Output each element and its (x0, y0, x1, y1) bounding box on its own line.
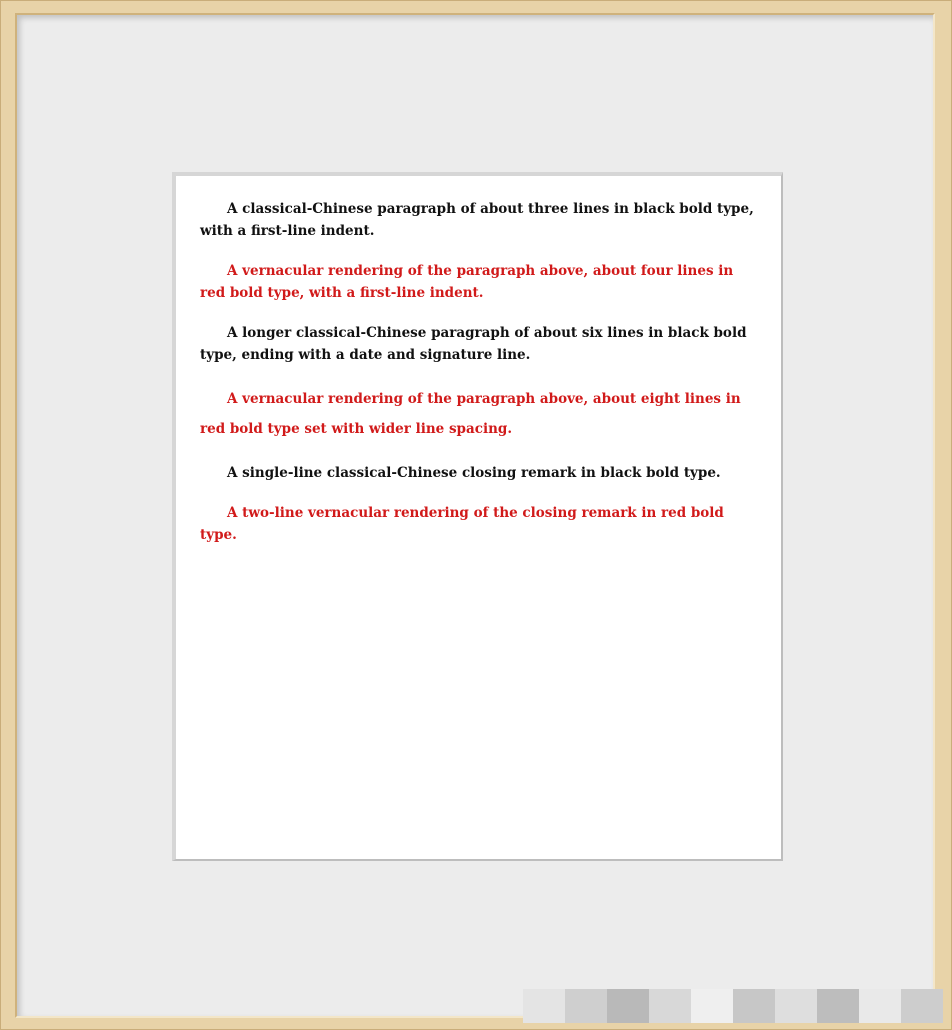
paragraph-classical-2: A longer classical-Chinese paragraph of about six lines in black bold type, ending with a date and signature line. (200, 325, 747, 363)
watermark-blur-strip (523, 989, 943, 1023)
paragraph-vernacular-2: A vernacular rendering of the paragraph above, about eight lines in red bold type set with wider line spacing. (200, 391, 741, 437)
paragraph-vernacular-3: A two-line vernacular rendering of the closing remark in red bold type. (200, 505, 724, 543)
paragraph-classical-3: A single-line classical-Chinese closing remark in black bold type. (227, 465, 721, 481)
paragraph-vernacular-1: A vernacular rendering of the paragraph above, about four lines in red bold type, with a first-line indent. (200, 263, 734, 301)
letter-paper (172, 172, 783, 861)
paragraph-classical-1: A classical-Chinese paragraph of about three lines in black bold type, with a first-line indent. (200, 201, 754, 239)
